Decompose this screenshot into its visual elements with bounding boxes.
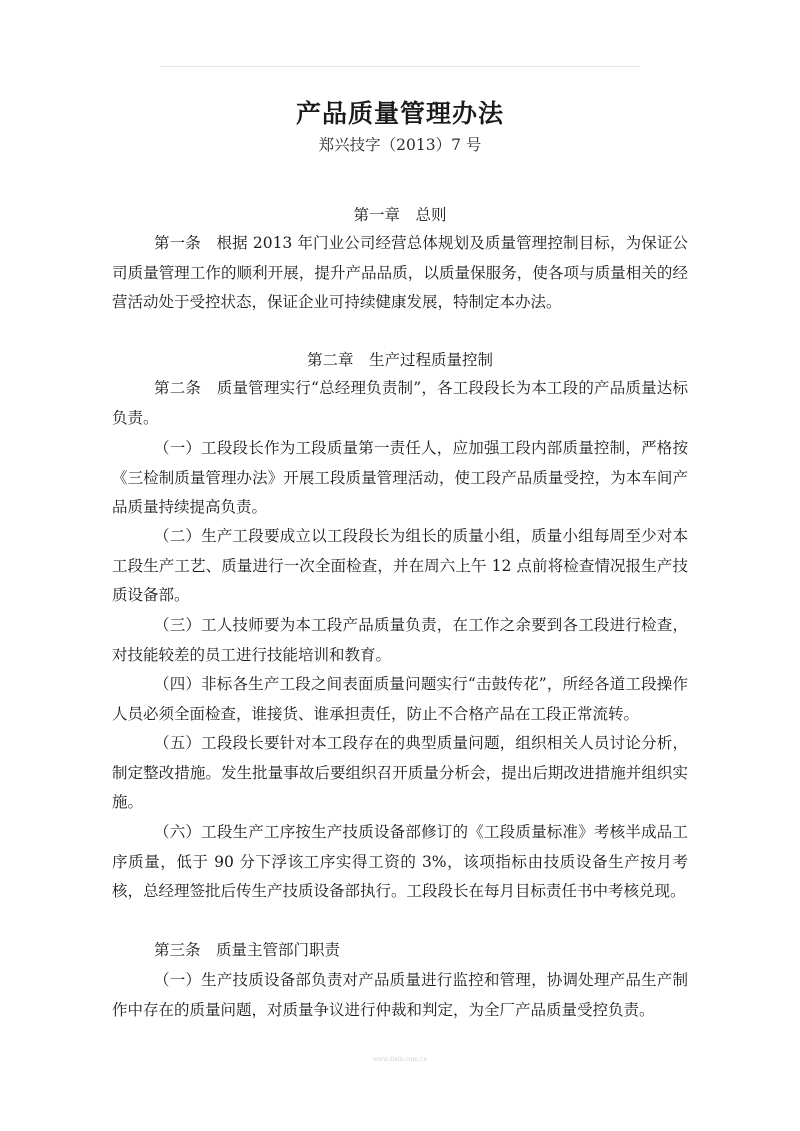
chapter-2-heading: 第二章 生产过程质量控制 — [306, 351, 493, 369]
article-2-item-5: （五）工段段长要针对本工段存在的典型质量问题，组织相关人员讨论分析，制定整改措施。发生批量事故后要组织召开质量分析会，提出后期改进措施并组织实施。 — [112, 734, 688, 811]
article-2: 第二条 质量管理实行“总经理负责制”，各工段段长为本工段的产品质量达标负责。 — [112, 379, 688, 427]
header-rule — [160, 66, 640, 67]
article-3: 第三条 质量主管部门职责 — [154, 941, 341, 959]
document-number: 郑兴技字（2013）7 号 — [318, 136, 482, 154]
footer-watermark: www.zixin.com.cn — [372, 1056, 428, 1063]
article-2-item-6: （六）工段生产工序按生产技质设备部修订的《工段质量标准》考核半成品工序质量，低于 90 分下浮该工序实得工资的 3%，该项指标由技质设备生产按月考核，总经理签批后传生产技质设备部执行。工段段长在每月目标责任书中考核兑现。 — [112, 823, 688, 900]
document-title: 产品质量管理办法 — [295, 99, 504, 128]
article-2-item-1: （一）工段段长作为工段质量第一责任人，应加强工段内部质量控制，严格按《三检制质量管理办法》开展工段质量管理活动，使工段产品质量受控，为本车间产品质量持续提高负责。 — [112, 439, 688, 516]
article-2-item-4: （四）非标各生产工段之间表面质量问题实行“击鼓传花”，所经各道工段操作人员必须全面检查，谁接货、谁承担责任，防止不合格产品在工段正常流转。 — [112, 675, 688, 723]
article-2-item-2: （二）生产工段要成立以工段段长为组长的质量小组，质量小组每周至少对本工段生产工艺、质量进行一次全面检查，并在周六上午 12 点前将检查情况报生产技质设备部。 — [112, 527, 688, 604]
article-1: 第一条 根据 2013 年门业公司经营总体规划及质量管理控制目标，为保证公司质量管理工作的顺利开展，提升产品品质，以质量保服务，使各项与质量相关的经营活动处于受控状态，保证企业可持续健康发展，特制定本办法。 — [112, 234, 688, 311]
article-2-item-3: （三）工人技师要为本工段产品质量负责，在工作之余要到各工段进行检查，对技能较差的员工进行技能培训和教育。 — [112, 616, 688, 664]
article-3-item-1: （一）生产技质设备部负责对产品质量进行监控和管理，协调处理产品生产制作中存在的质量问题，对质量争议进行仲裁和判定，为全厂产品质量受控负责。 — [112, 971, 688, 1019]
chapter-1-heading: 第一章 总则 — [353, 206, 447, 224]
